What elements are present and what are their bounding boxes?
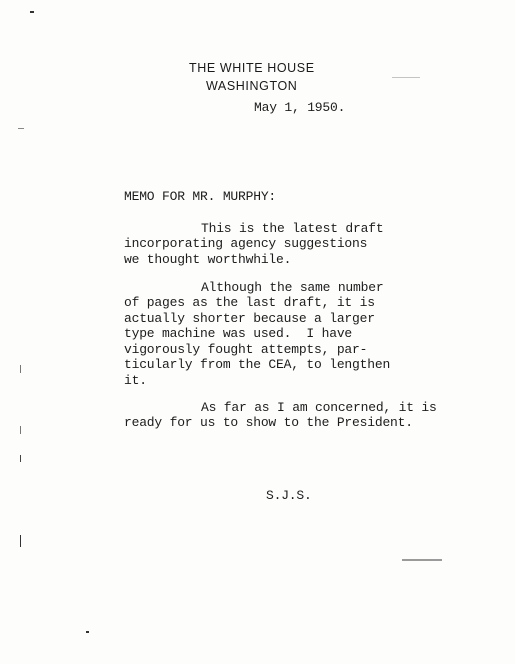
- paragraph-3-body: ready for us to show to the President.: [124, 415, 413, 430]
- scan-speck: [20, 426, 21, 434]
- memo-date: May 1, 1950.: [254, 100, 346, 115]
- signature-initials: S.J.S.: [266, 488, 312, 503]
- scan-smudge: [392, 77, 420, 78]
- scan-speck: [30, 11, 34, 13]
- scan-speck: [20, 455, 21, 462]
- paragraph-1-first-line: This is the latest draft: [201, 221, 384, 236]
- scan-speck: [20, 365, 21, 373]
- paragraph-3-first-line: As far as I am concerned, it is: [201, 400, 437, 415]
- paragraph-2-body: of pages as the last draft, it is actually shorter because a larger type machine was used. I have vigorously fought attempts, par- ticularly from the CEA, to lengthen it.: [124, 295, 391, 388]
- paragraph-2-first-line: Although the same number: [201, 280, 384, 295]
- letterhead-location: WASHINGTON: [206, 79, 298, 93]
- letterhead-title: THE WHITE HOUSE: [189, 61, 315, 75]
- scan-smudge: [402, 559, 442, 561]
- paragraph-1-body: incorporating agency suggestions we thought worthwhile.: [124, 236, 368, 267]
- memo-salutation: MEMO FOR MR. MURPHY:: [124, 189, 277, 204]
- scan-speck: [20, 535, 21, 547]
- scan-speck: [86, 631, 89, 633]
- scan-speck: [18, 128, 24, 129]
